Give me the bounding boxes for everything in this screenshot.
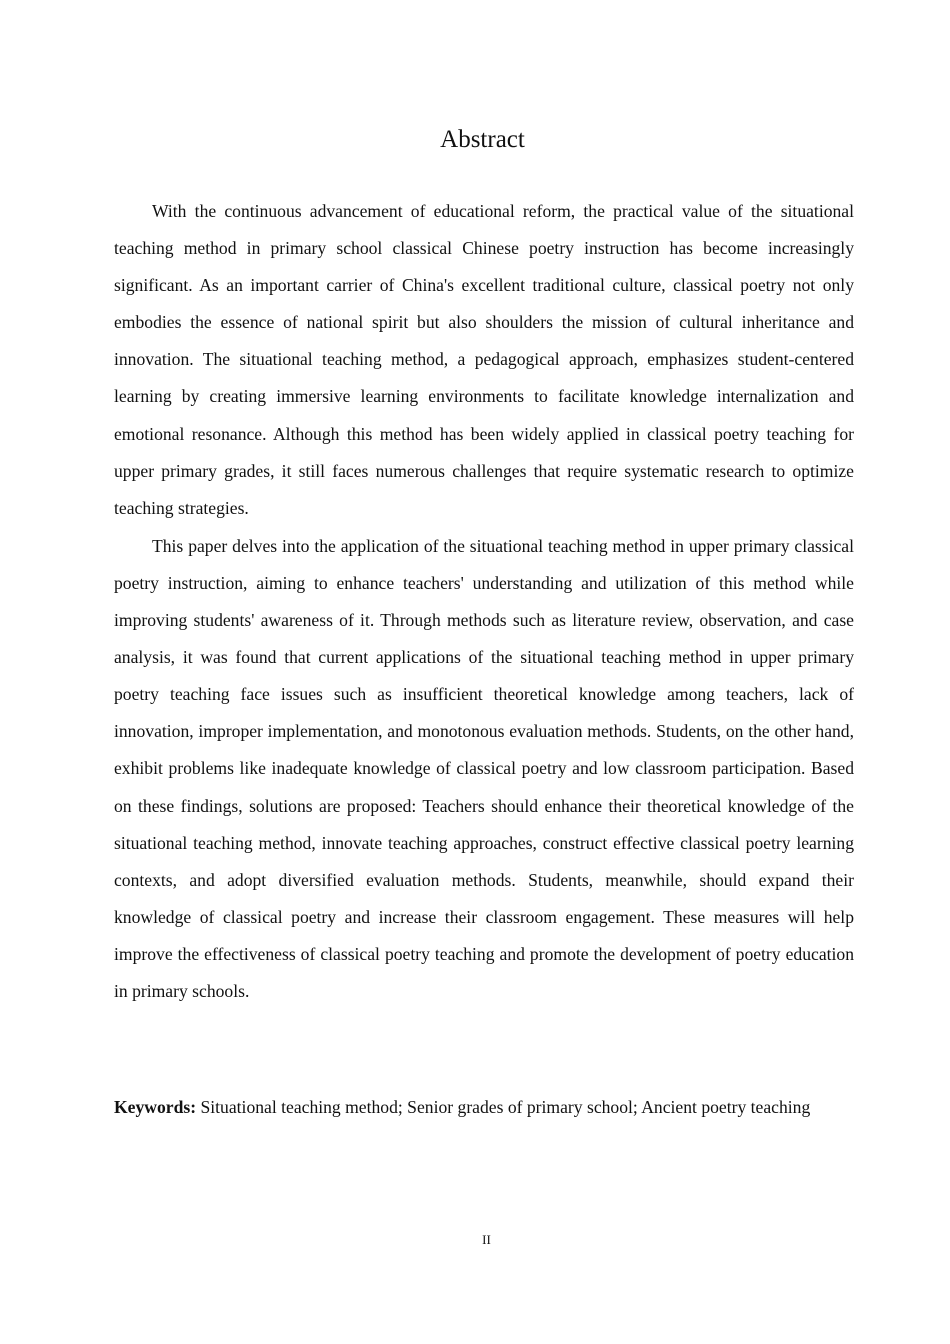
page-number: II — [482, 1232, 491, 1247]
keywords-text: Situational teaching method; Senior grades of primary school; Ancient poetry teaching — [200, 1097, 811, 1117]
abstract-title: Abstract — [440, 126, 525, 153]
keywords-line — [114, 1089, 852, 1126]
abstract-body — [114, 193, 854, 1010]
keywords-label: Keywords: — [114, 1097, 197, 1117]
abstract-paragraph-1: With the continuous advancement of educational reform, the practical value of the situational teaching method in primary school classical Chinese poetry instruction has become increasingly significant. As an important carrier of China's excellent traditional culture, classical poetry not only embodies the essence of national spirit but also shoulders the mission of cultural inheritance and innovation. The situational teaching method, a pedagogical approach, emphasizes student-centered learning by creating immersive learning environments to facilitate knowledge internalization and emotional resonance. Although this method has been widely applied in classical poetry teaching for upper primary grades, it still faces numerous challenges that require systematic research to optimize teaching strategies. — [114, 201, 854, 518]
abstract-paragraph-2: This paper delves into the application of the situational teaching method in upper primary classical poetry instruction, aiming to enhance teachers' understanding and utilization of this method while improving students' awareness of it. Through methods such as literature review, observation, and case analysis, it was found that current applications of the situational teaching method in upper primary poetry teaching face issues such as insufficient theoretical knowledge among teachers, lack of innovation, improper implementation, and monotonous evaluation methods. Students, on the other hand, exhibit problems like inadequate knowledge of classical poetry and low classroom participation. Based on these findings, solutions are proposed: Teachers should enhance their theoretical knowledge of the situational teaching method, innovate teaching approaches, construct effective classical poetry learning contexts, and adopt diversified evaluation methods. Students, meanwhile, should expand their knowledge of classical poetry and increase their classroom engagement. These measures will help improve the effectiveness of classical poetry teaching and promote the development of poetry education in primary schools. — [114, 535, 854, 1001]
